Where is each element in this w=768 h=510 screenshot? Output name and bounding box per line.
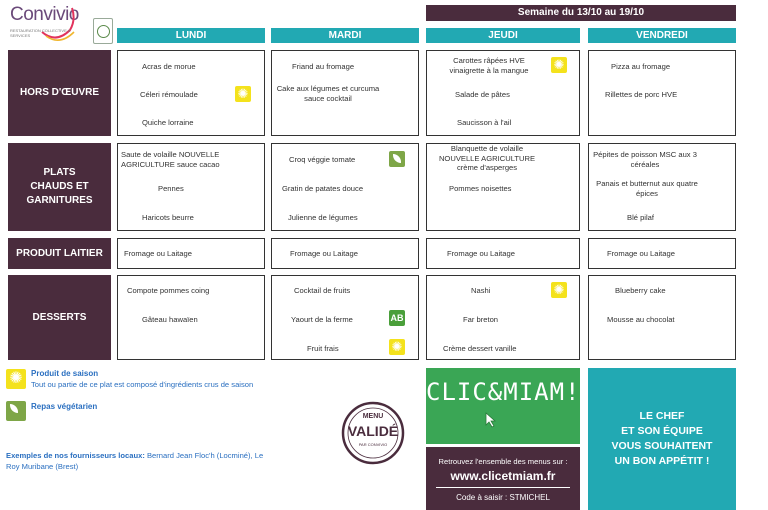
legend-veg-title: Repas végétarien [31,402,98,411]
cell-desserts-vendredi [588,275,736,360]
vegetarian-leaf-icon [6,401,26,421]
menu-item: Crème dessert vanille [443,344,517,353]
sun-seasonal-icon: ✺ [551,282,567,298]
clicmiam-info [426,447,580,510]
cell-laitier-mardi [271,238,419,269]
menu-item: Saute de volaille NOUVELLE AGRICULTURE sauce cacao [121,150,220,169]
menu-item: Nashi [471,286,491,295]
sun-seasonal-icon: ✺ [551,57,567,73]
menu-item: Cake aux légumes et curcuma sauce cocktail [276,84,380,103]
menu-item: Blé pilaf [627,213,655,222]
menu-item: Pizza au fromage [611,62,671,71]
cell-desserts-lundi [117,275,265,360]
menu-item: Fromage ou Laitage [124,249,192,258]
cell-desserts-jeudi [426,275,580,360]
brand-tagline: RESTAURATION COLLECTIVE & SERVICES [10,28,71,38]
menu-item: Panais et butternut aux quatre épices [596,179,698,198]
clicmiam-url[interactable]: www.clicetmiam.fr [450,469,556,483]
day-header-jeudi: JEUDI [426,28,580,43]
clicmiam-title: CLIC&MIAM! [426,378,581,406]
menu-item: Compote pommes coing [127,286,210,295]
menu-item: Far breton [463,315,499,324]
chef-message: LE CHEF ET SON ÉQUIPE VOUS SOUHAITENT UN BON APPÉTIT ! [588,368,736,510]
row-header-hors-oeuvre: HORS D'ŒUVRE [8,50,111,136]
row-header-laitier: PRODUIT LAITIER [8,238,111,269]
menu-item: Pépites de poisson MSC aux 3 céréales [593,150,697,169]
menu-item: Rillettes de porc HVE [605,90,678,99]
cell-laitier-vendredi [588,238,736,269]
cell-plats-jeudi [426,143,580,231]
menu-item: Salade de pâtes [455,90,510,99]
menu-item: Cocktail de fruits [294,286,351,295]
menu-item: Haricots beurre [142,213,194,222]
cell-hors-lundi [117,50,265,136]
cursor-pointer-icon [484,412,498,428]
menu-item: Pommes noisettes [449,184,512,193]
day-header-mardi: MARDI [271,28,419,43]
menu-item: Carottes râpées HVE vinaigrette à la mangue [449,56,529,75]
menu-item: Fromage ou Laitage [447,249,515,258]
menu-item: Gâteau hawaïen [142,315,198,324]
cell-hors-mardi [271,50,419,136]
certification-badge-icon [93,18,113,44]
cell-desserts-mardi [271,275,419,360]
menu-item: Fruit frais [307,344,339,353]
menu-item: Yaourt de la ferme [291,315,353,324]
vegetarian-leaf-icon [389,151,405,167]
menu-item: Croq véggie tomate [289,155,356,164]
week-banner: Semaine du 13/10 au 19/10 [426,5,736,21]
legend-saison-title: Produit de saison [31,369,99,378]
stamp-sub: PAR CONVIVIO [358,442,388,447]
menu-item: Céleri rémoulade [140,90,198,99]
cell-hors-vendredi [588,50,736,136]
cell-laitier-jeudi [426,238,580,269]
row-header-desserts: DESSERTS [8,275,111,360]
menu-item: Gratin de patates douce [282,184,364,193]
cell-laitier-lundi [117,238,265,269]
menu-item: Mousse au chocolat [607,315,675,324]
stamp-top: MENU [362,413,384,420]
menu-item: Fromage ou Laitage [290,249,358,258]
cell-plats-lundi [117,143,265,231]
day-header-vendredi: VENDREDI [588,28,736,43]
clicmiam-code: Code à saisir : STMICHEL [456,493,550,502]
convivio-logo [6,2,86,42]
clicmiam-banner [426,368,580,444]
cell-plats-vendredi [588,143,736,231]
brand-name: Convivio [10,4,79,25]
menu-item: Friand au fromage [292,62,355,71]
menu-item: Quiche lorraine [142,118,194,127]
menu-item: Acras de morue [142,62,196,71]
legend-fournisseurs: Exemples de nos fournisseurs locaux: Bernard Jean Floc'h (Locminé), Le Roy Muribane (Brest) [6,451,264,471]
cell-plats-mardi [271,143,419,231]
divider [436,487,570,488]
cell-hors-jeudi [426,50,580,136]
clicmiam-retrouvez: Retrouvez l'ensemble des menus sur : [438,457,568,466]
menu-item: Blanquette de volaille NOUVELLE AGRICULTURE crème d'asperges [438,144,536,172]
menu-item: Saucisson à l'ail [457,118,512,127]
sun-seasonal-icon: ✺ [6,369,26,389]
sun-seasonal-icon: ✺ [235,86,251,102]
menu-item: Fromage ou Laitage [607,249,675,258]
menu-item: Pennes [158,184,184,193]
sun-seasonal-icon: ✺ [389,339,405,355]
menu-item: Blueberry cake [615,286,666,295]
stamp-main: VALIDÉ [347,423,399,439]
organic-ab-icon: AB [389,310,405,326]
legend-saison-desc: Tout ou partie de ce plat est composé d'ingrédients crus de saison [31,380,254,389]
day-header-lundi: LUNDI [117,28,265,43]
row-header-plats: PLATS CHAUDS ET GARNITURES [8,143,111,231]
menu-item: Julienne de légumes [288,213,358,222]
